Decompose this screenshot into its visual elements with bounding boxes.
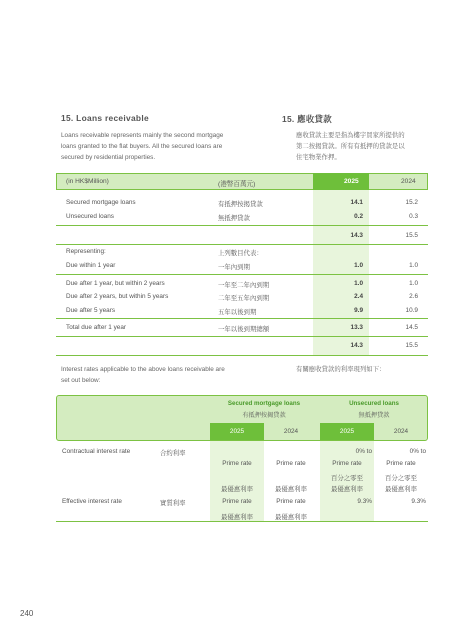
secured-2025-column-shade	[210, 441, 264, 521]
effective-unsecured-2025: 9.3%	[357, 498, 372, 505]
divider	[56, 336, 428, 337]
row-label-zh: 二年至五年內到期	[218, 295, 270, 302]
description-en	[61, 130, 286, 163]
table-header-year-current: 2025	[344, 178, 359, 185]
row-value-prior: 1.0	[409, 280, 418, 287]
contractual-rate-label-en: Contractual interest rate	[62, 448, 131, 455]
secured-header-zh: 有抵押按揭貸款	[242, 412, 286, 419]
year-secured-2024: 2024	[283, 428, 299, 435]
rates-intro-line: Interest rates applicable to the above loans receivable are	[61, 366, 225, 373]
row-value-current: 13.3	[350, 324, 363, 331]
table-header-unit-en: (in HK$Million)	[66, 178, 109, 185]
section-title-en: 15. Loans receivable	[61, 113, 149, 123]
effective-secured-2024-zh: 最優惠利率	[275, 514, 307, 521]
divider	[56, 244, 428, 245]
description-line: secured by residential properties.	[61, 154, 156, 161]
subtotal-current: 14.3	[350, 232, 363, 239]
contract-unsecured-2024-b: Prime rate	[386, 460, 416, 467]
table-header-unit-zh: (港幣百萬元)	[218, 181, 256, 188]
year-unsecured-2024: 2024	[393, 428, 409, 435]
unsecured-header-zh: 無抵押貸款	[358, 412, 390, 419]
effective-secured-2024: Prime rate	[276, 498, 306, 505]
row-value-prior: 15.2	[405, 199, 418, 206]
rates-intro-line: set out below:	[61, 377, 101, 384]
contract-unsecured-2024-zh2: 最優惠利率	[385, 486, 417, 493]
description-zh	[296, 130, 431, 163]
row-value-current: 9.9	[354, 307, 363, 314]
effective-secured-2025: Prime rate	[222, 498, 252, 505]
table-header-current-year-cell	[313, 173, 369, 190]
row-label-en: Due after 2 years, but within 5 years	[66, 293, 169, 300]
divider	[56, 274, 428, 275]
table-header-year-prior: 2024	[401, 178, 416, 185]
row-value-current: 1.0	[354, 262, 363, 269]
subtotal-prior: 15.5	[405, 232, 418, 239]
effective-rate-label-zh: 實質利率	[160, 500, 186, 507]
description-line: 第二按揭貸款。所有有抵押的貸款是以	[296, 143, 405, 150]
row-value-prior: 2.6	[409, 293, 418, 300]
description-line: loans granted to the flat buyers. All the secured loans are	[61, 143, 223, 150]
total-current: 14.3	[350, 342, 363, 349]
rates-intro-zh: 有關應收貸款的利率現列如下：	[296, 366, 386, 373]
row-label-zh: 五年以後到期	[218, 309, 257, 316]
row-value-prior: 0.3	[409, 213, 418, 220]
unsecured-header-en: Unsecured loans	[349, 400, 399, 407]
contract-unsecured-2024-a: 0% to	[409, 448, 426, 455]
row-value-prior: 10.9	[405, 307, 418, 314]
row-label-zh: 上列數目代表：	[218, 250, 263, 257]
divider	[56, 521, 428, 522]
row-value-current: 14.1	[350, 199, 363, 206]
row-label-en: Secured mortgage loans	[66, 199, 136, 206]
row-value-current: 2.4	[354, 293, 363, 300]
row-value-current: 0.2	[354, 213, 363, 220]
divider	[56, 318, 428, 319]
row-label-zh: 有抵押按揭貸款	[218, 201, 263, 208]
contract-secured-2024-zh: 最優惠利率	[275, 486, 307, 493]
page-number: 240	[20, 609, 34, 618]
description-line: 住宅物業作押。	[296, 154, 341, 161]
contract-unsecured-2025-a: 0% to	[355, 448, 372, 455]
section-title-zh: 15. 應收貸款	[282, 114, 332, 124]
row-label-zh: 無抵押貸款	[218, 215, 250, 222]
divider	[56, 355, 428, 356]
contract-unsecured-2025-zh1: 百分之零至	[331, 475, 363, 482]
row-label-en: Due after 5 years	[66, 307, 116, 314]
effective-secured-2025-zh: 最優惠利率	[221, 514, 253, 521]
row-label-en: Due within 1 year	[66, 262, 116, 269]
description-line: Loans receivable represents mainly the second mortgage	[61, 132, 224, 139]
row-value-current: 1.0	[354, 280, 363, 287]
row-label-en: Representing:	[66, 248, 106, 255]
contract-unsecured-2025-b: Prime rate	[332, 460, 362, 467]
contract-unsecured-2024-zh1: 百分之零至	[385, 475, 417, 482]
secured-header-en: Secured mortgage loans	[227, 400, 301, 407]
contract-secured-2025-zh: 最優惠利率	[221, 486, 253, 493]
row-value-prior: 14.5	[405, 324, 418, 331]
rates-intro-en	[61, 364, 286, 386]
contractual-rate-label-zh: 合約利率	[160, 450, 186, 457]
description-line: 應收貸款主要是指為樓宇買家所提供的	[296, 132, 405, 139]
row-label-zh: 一年至二年內到期	[218, 282, 270, 289]
row-label-en: Unsecured loans	[66, 213, 114, 220]
year-unsecured-2025: 2025	[320, 423, 374, 440]
row-label-zh: 一年以後到期總額	[218, 326, 270, 333]
row-label-en: Due after 1 year, but within 2 years	[66, 280, 165, 287]
effective-rate-label-en: Effective interest rate	[62, 498, 122, 505]
divider	[56, 225, 428, 226]
contract-unsecured-2025-zh2: 最優惠利率	[331, 486, 363, 493]
row-value-prior: 1.0	[409, 262, 418, 269]
contract-secured-2024: Prime rate	[276, 460, 306, 467]
year-secured-2025: 2025	[210, 423, 264, 440]
contract-secured-2025: Prime rate	[222, 460, 252, 467]
total-prior: 15.5	[405, 342, 418, 349]
row-label-zh: 一年內到期	[218, 264, 250, 271]
row-label-en: Total due after 1 year	[66, 324, 127, 331]
effective-unsecured-2024: 9.3%	[411, 498, 426, 505]
